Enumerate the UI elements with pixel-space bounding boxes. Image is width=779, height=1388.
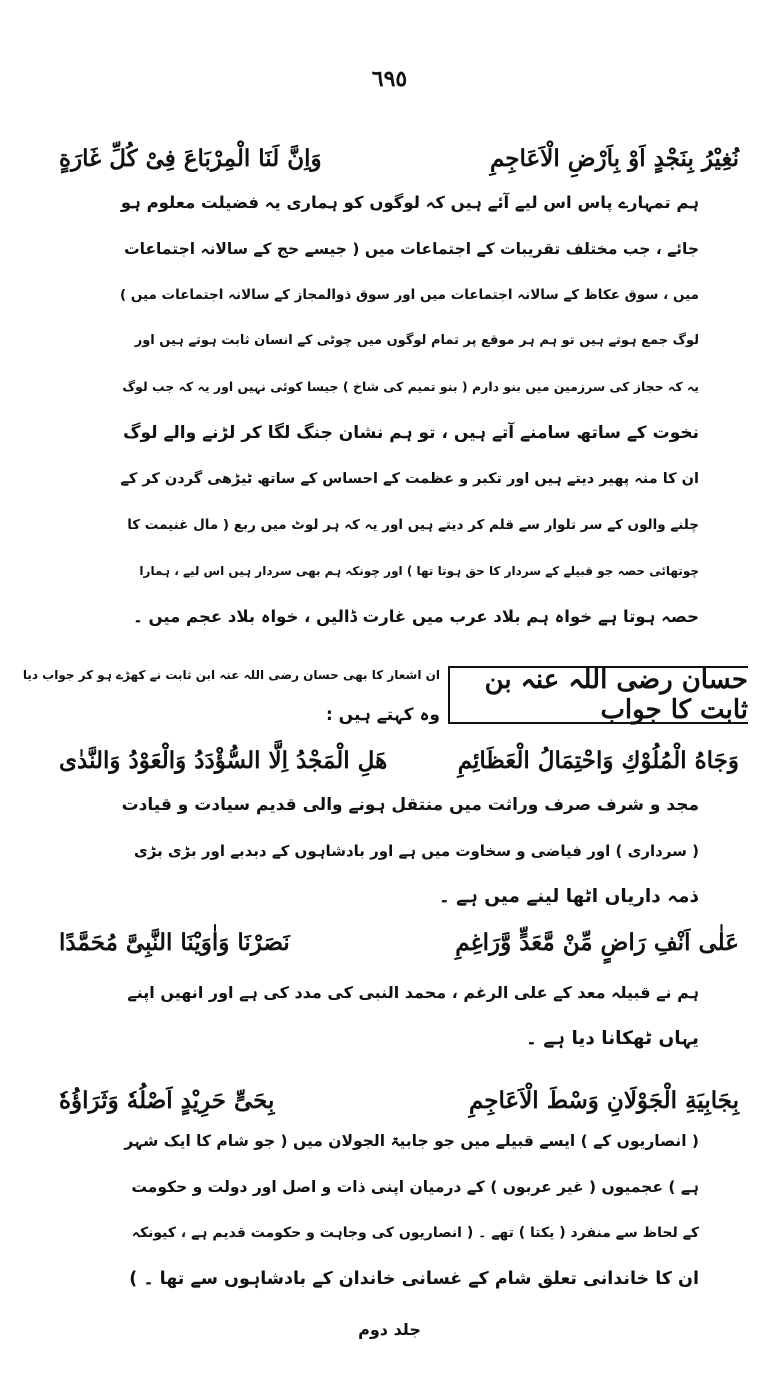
verse-2-hemistich-2: وَجَاهُ الْمُلُوْكِ وَاحْتِمَالُ الْعَظَائِمِ (457, 746, 739, 774)
prose-line: ہم نے قبیلہ معد کے علی الرغم ، محمد النبی کی مدد کی ہے اور انھیں اپنے (127, 983, 699, 1002)
prose-line: مجد و شرف صرف وراثت میں منتقل ہونے والی قدیم سیادت و قیادت (121, 795, 699, 815)
verse-1 (59, 140, 739, 176)
prose-line: ان کا خاندانی تعلق شام کے غسانی خاندان کے بادشاہوں سے تھا ۔ ) (129, 1269, 699, 1289)
verse-4-hemistich-1: بِحَیٍّ حَرِیْدٍ اَصْلُهٗ وَثَرَاؤُهٗ (59, 1086, 275, 1114)
heading-note-line-2: وہ کہتے ہیں : (325, 705, 440, 725)
prose-line: نخوت کے ساتھ سامنے آتے ہیں ، تو ہم نشان جنگ لگا کر لڑنے والے لوگ (123, 423, 699, 443)
volume-footer: جلد دوم (358, 1320, 421, 1339)
section-heading-note (6, 655, 440, 735)
verse-1-hemistich-2: نُغِیْرُ بِنَجْدٍ اَوْ بِاَرْضِ الْاَعَاجِمِ (489, 144, 739, 172)
prose-block-2 (119, 782, 699, 920)
prose-line: کے لحاظ سے منفرد ( یکتا ) تھے ۔ ( انصاریوں کی وجاہت و حکومت قدیم ہے ، کیونکہ (131, 1225, 699, 1241)
prose-line: ہے ) عجمیوں ( غیر عربوں ) کے درمیان اپنی ذات و اصل اور دولت و حکومت (131, 1178, 699, 1196)
verse-4-hemistich-2: بِجَابِیَةِ الْجَوْلَانِ وَسْطَ الْاَعَاجِمِ (468, 1086, 739, 1114)
heading-note-line-1: ان اشعار کا بھی حسان رضی اللہ عنہ ابن ثابت نے کھڑے ہو کر جواب دیا (22, 668, 440, 682)
prose-line: چوتھائی حصہ جو قبیلے کے سردار کا حق ہوتا تھا ) اور چونکہ ہم بھی سردار ہیں اس لیے ، ہمارا (139, 564, 699, 578)
prose-line: یہ کہ حجاز کی سرزمین میں بنو دارم ( بنو تمیم کی شاخ ) جیسا کوئی نہیں اور یہ کہ جب لوگ (122, 379, 699, 394)
prose-line: ( سرداری ) اور فیاضی و سخاوت میں ہے اور بادشاہوں کے دبدبے اور بڑی بڑی (134, 842, 699, 860)
page-number: ٦٩٥ (371, 66, 408, 92)
prose-line: ہم تمہارے پاس اس لیے آئے ہیں کہ لوگوں کو ہماری یہ فضیلت معلوم ہو (120, 193, 699, 212)
prose-line: چلنے والوں کے سر تلوار سے قلم کر دیتے ہیں اور یہ کہ ہر لوٹ میں ربع ( مال غنیمت کا (127, 517, 699, 533)
prose-block-4 (119, 1118, 699, 1302)
prose-line: ذمہ داریاں اٹھا لینے میں ہے ۔ (438, 886, 699, 907)
prose-line: ان کا منہ پھیر دیتے ہیں اور تکبر و عظمت کے احساس کے ساتھ ٹیڑھی گردن کر کے (120, 471, 699, 487)
prose-line: لوگ جمع ہوتے ہیں تو ہم ہر موقع پر تمام لوگوں میں چوٹی کے انسان ثابت ہوتے ہیں اور (134, 333, 699, 348)
verse-1-hemistich-1: وَاِنَّ لَنَا الْمِرْبَاعَ فِیْ كُلِّ غَارَةٍ (59, 144, 322, 172)
verse-3-hemistich-2: عَلٰی اَنْفِ رَاضٍ مِّنْ مَّعَدٍّ وَّرَاغِمِ (455, 928, 739, 956)
verse-3-hemistich-1: نَصَرْنَا وَاٰوَیْنَا النَّبِیَّ مُحَمَّدًا (59, 928, 290, 956)
prose-block-3 (119, 970, 699, 1062)
prose-line: ( انصاریوں کے ) ایسے قبیلے میں جو جابیۃ الجولان میں ( جو شام کا ایک شہر (124, 1132, 699, 1150)
prose-line: حصہ ہوتا ہے خواہ ہم بلاد عرب میں غارت ڈالیں ، خواہ بلاد عجم میں ۔ (133, 607, 699, 626)
prose-line: یہاں ٹھکانا دیا ہے ۔ (526, 1028, 699, 1049)
verse-3 (59, 924, 739, 960)
prose-line: میں ، سوق عکاظ کے سالانہ اجتماعات میں اور سوق ذوالمجاز کے سالانہ اجتماعات میں ) (119, 287, 699, 303)
verse-4 (59, 1082, 739, 1118)
verse-2-hemistich-1: هَلِ الْمَجْدُ اِلَّا السُّؤْدَدُ وَالْعَوْدُ وَالنَّدٰی (59, 746, 388, 774)
prose-line: جائے ، جب مختلف تقریبات کے اجتماعات میں ( جیسے حج کے سالانہ اجتماعات (124, 240, 699, 258)
section-heading: حسان رضی اللہ عنہ بن ثابت کا جواب (448, 666, 748, 724)
prose-block-1 (119, 180, 699, 640)
verse-2 (59, 742, 739, 778)
